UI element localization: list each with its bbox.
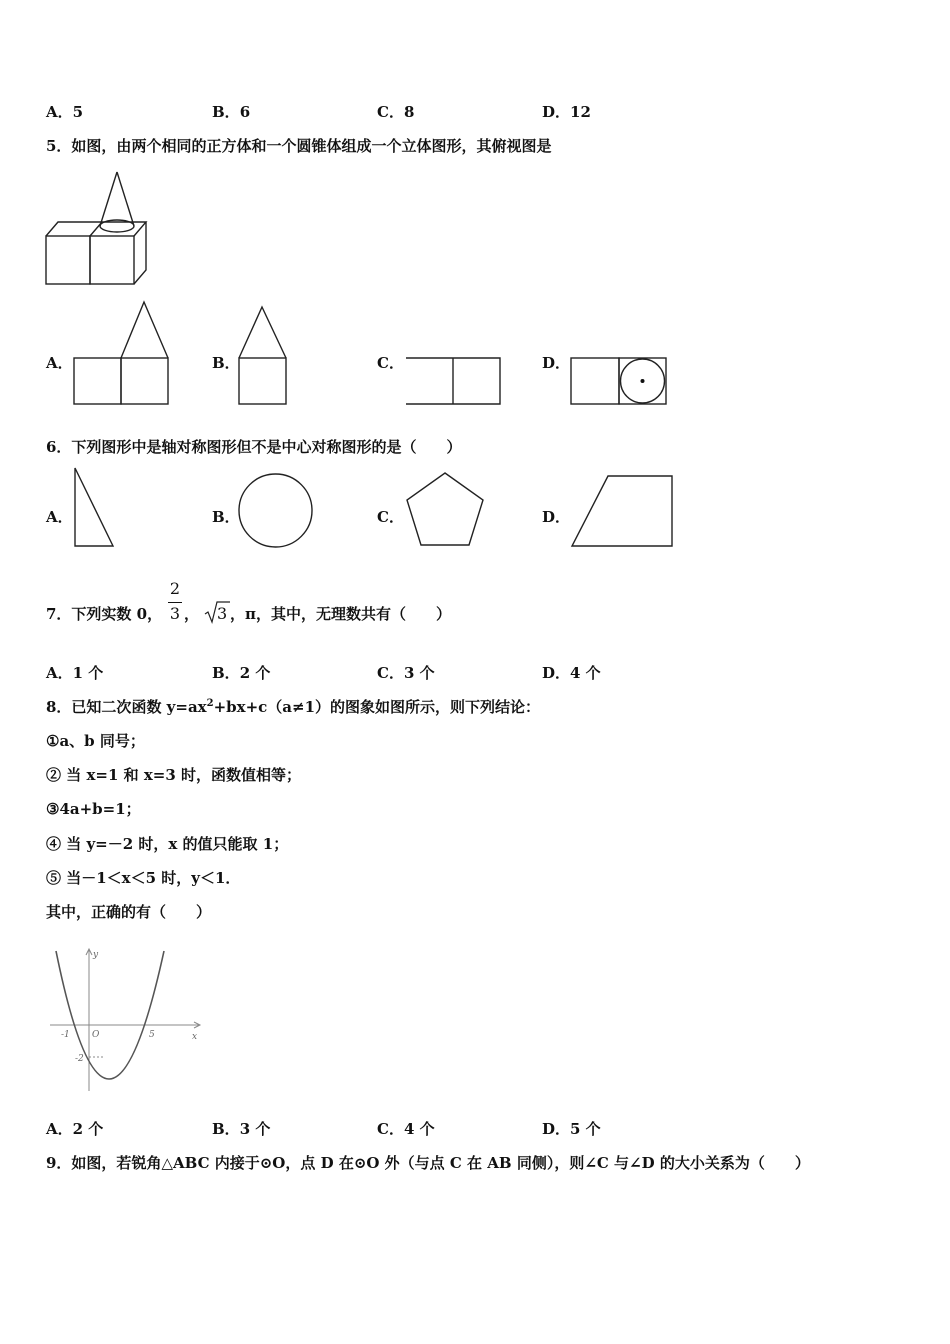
q8-statement-4: ④ 当 y=－2 时，x 的值只能取 1； [46, 835, 289, 853]
q8-parabola-graph [46, 945, 206, 1095]
q4-option-b[interactable]: B．6 [212, 103, 251, 121]
q6-option-a-figure [73, 466, 115, 550]
q7-option-b[interactable]: B．2 个 [212, 664, 271, 682]
q6-option-c[interactable]: C． [377, 508, 404, 526]
q8-prompt: 其中，正确的有（ ） [46, 903, 212, 921]
q8-graph-y-label: y [93, 950, 99, 960]
q8-option-b[interactable]: B．3 个 [212, 1120, 271, 1138]
q7-option-a[interactable]: A．1 个 [46, 664, 104, 682]
q5-solid-figure [44, 168, 154, 288]
q8-graph-neg1-label: -1 [61, 1030, 70, 1040]
q7-fraction-bar [168, 602, 182, 603]
q8-statement-3: ③4a+b=1； [46, 800, 141, 818]
q4-option-a[interactable]: A．5 [46, 103, 84, 121]
q7-sqrt-arg: 3 [217, 604, 228, 623]
q9-stem: 9．如图，若锐角△ABC 内接于⊙O，点 D 在⊙O 外（与点 C 在 AB 同侧），则∠C 与∠D 的大小关系为（ ） [46, 1154, 810, 1172]
q7-option-c[interactable]: C．3 个 [377, 664, 435, 682]
q6-option-a[interactable]: A． [46, 508, 73, 526]
q8-statement-5: ⑤ 当－1＜x＜5 时，y＜1． [46, 869, 241, 887]
q8-option-d[interactable]: D．5 个 [542, 1120, 601, 1138]
q8-graph-x-label: x [192, 1032, 198, 1042]
q6-option-b-figure [237, 472, 315, 550]
q8-option-c[interactable]: C．4 个 [377, 1120, 435, 1138]
q7-stem-prefix: 7．下列实数 0， [46, 605, 163, 623]
q7-fraction-numerator: 2 [169, 579, 181, 598]
q8-graph-origin-label: O [92, 1030, 100, 1040]
q7-stem-suffix: ，π，其中，无理数共有（ ） [230, 605, 451, 623]
q7-comma: ， [184, 605, 200, 623]
q5-option-c[interactable]: C． [377, 354, 404, 372]
q6-option-d-figure [570, 474, 676, 550]
q8-graph-neg2-label: -2 [75, 1054, 84, 1064]
q8-option-a[interactable]: A．2 个 [46, 1120, 104, 1138]
q8-graph-five-label: 5 [149, 1030, 155, 1040]
q4-option-d[interactable]: D．12 [542, 103, 591, 121]
q5-option-c-figure [405, 357, 503, 407]
q8-statement-1: ①a、b 同号； [46, 732, 145, 750]
q5-option-d[interactable]: D． [542, 354, 571, 372]
q6-stem: 6．下列图形中是轴对称图形但不是中心对称图形的是（ ） [46, 438, 462, 456]
q6-option-d[interactable]: D． [542, 508, 571, 526]
q5-option-b-figure [238, 305, 288, 406]
q5-option-a[interactable]: A． [46, 354, 73, 372]
q5-option-d-figure [570, 357, 670, 407]
q4-option-c[interactable]: C．8 [377, 103, 415, 121]
q5-option-a-figure [73, 300, 173, 406]
q6-option-c-figure [403, 470, 487, 550]
q5-option-b[interactable]: B． [212, 354, 240, 372]
q7-fraction-denominator: 3 [169, 604, 181, 623]
q8-statement-2: ② 当 x=1 和 x=3 时，函数值相等； [46, 766, 302, 784]
q8-stem: 8．已知二次函数 $y=ax^2+bx+c(a\ne 1)$的图象如图所示，则下列结论： [46, 698, 541, 716]
q7-option-d[interactable]: D．4 个 [542, 664, 601, 682]
q6-option-b[interactable]: B． [212, 508, 240, 526]
q5-stem: 5．如图，由两个相同的正方体和一个圆锥体组成一个立体图形，其俯视图是 [46, 137, 552, 155]
